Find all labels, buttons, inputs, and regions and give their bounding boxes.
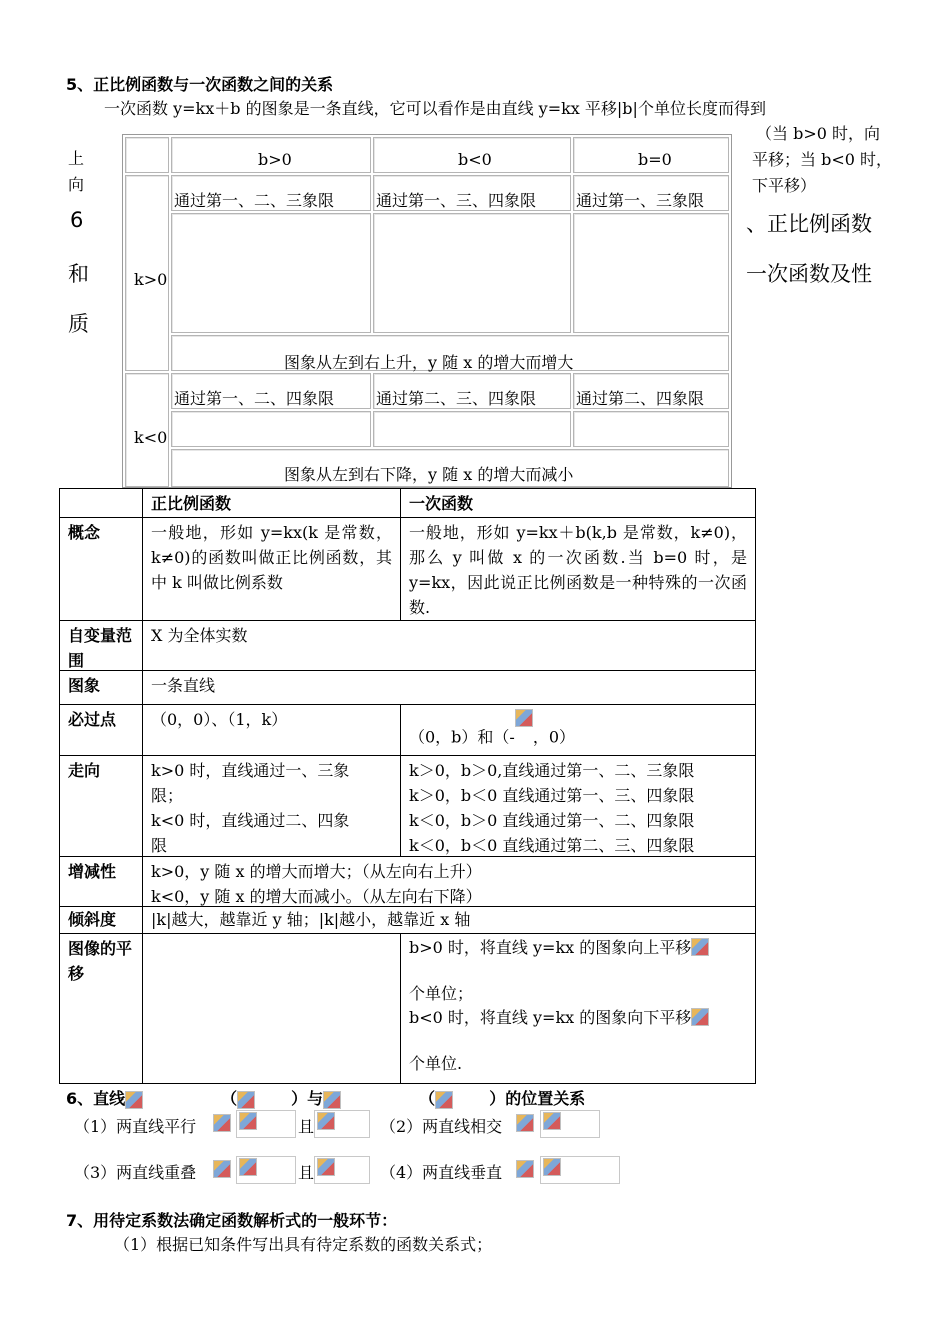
- coincide-cond1-image-icon: [239, 1158, 257, 1176]
- point-linear: （0，b）和（- ，0）: [400, 704, 756, 756]
- slope-value: |k|越大，越靠近 y 轴；|k|越小，越靠近 x 轴: [142, 906, 756, 934]
- table1-k-pos-label: k>0: [125, 175, 169, 371]
- row-label-graph: 图象: [59, 670, 143, 705]
- shift-up-image-icon: [691, 938, 709, 956]
- row-label-concept: 概念: [59, 517, 143, 621]
- concept-direct: 一般地，形如 y=kx(k 是常数，k≠0)的函数叫做正比例函数，其中 k 叫做比例系数: [142, 517, 401, 621]
- right-fragment-1: 、正比例函数: [746, 212, 872, 236]
- left-fragment-5: 质: [68, 312, 89, 336]
- translate-direct: [142, 933, 401, 1084]
- function-comparison-table: [59, 488, 756, 1084]
- left-fragment-4: 和: [68, 262, 89, 286]
- parallel-cond2-image-icon: [317, 1112, 335, 1130]
- left-fragment-2: 向: [68, 175, 85, 194]
- parallel-cond1-box: [236, 1110, 296, 1138]
- intersect-cond-icon: [516, 1114, 534, 1132]
- table1-k-pos-b-pos: 通过第一、二、三象限: [171, 175, 371, 211]
- section7-step1: （1）根据已知条件写出具有待定系数的函数关系式；: [114, 1235, 493, 1254]
- row-label-direction: 走向: [59, 755, 143, 857]
- table1-k-pos-graph-3: [573, 213, 729, 333]
- table1-corner: [125, 137, 169, 173]
- perpendicular-label: （4）两直线垂直: [380, 1163, 503, 1182]
- table1-header-b-pos: b>0: [171, 137, 371, 173]
- perpendicular-cond-box: [540, 1156, 620, 1184]
- coincide-label: （3）两直线重叠: [74, 1163, 197, 1182]
- formula-image-icon: [515, 709, 533, 727]
- parallel-cond1-icon: [213, 1114, 231, 1132]
- coincide-cond2-box: [314, 1156, 370, 1184]
- table2-col-linear: 一次函数: [400, 488, 756, 518]
- direction-direct: k>0 时，直线通过一、三象 限； k<0 时，直线通过二、四象 限: [142, 755, 401, 857]
- perpendicular-cond-icon: [516, 1160, 534, 1178]
- direction-linear: k＞0，b＞0,直线通过第一、二、三象限 k＞0，b＜0 直线通过第一、三、四象限 k＜0，b＞0 直线通过第一、二、四象限 k＜0，b＜0 直线通过第二、三、四象限: [400, 755, 756, 857]
- table1-header-b-neg: b<0: [373, 137, 571, 173]
- graph-value: 一条直线: [142, 670, 756, 705]
- coincide-joiner: 且: [298, 1163, 315, 1182]
- table1-k-pos-b-zero: 通过第一、三象限: [573, 175, 729, 211]
- domain-value: X 为全体实数: [142, 620, 756, 671]
- parallel-label: （1）两直线平行: [74, 1117, 197, 1136]
- left-fragment-1: 上: [68, 149, 85, 168]
- coincide-cond1-box: [236, 1156, 296, 1184]
- table1-k-neg-b-zero: 通过第二、四象限: [573, 373, 729, 409]
- line2-params-image-icon: [435, 1091, 453, 1109]
- table1-k-pos-graph-2: [373, 213, 571, 333]
- translate-linear: b>0 时，将直线 y=kx 的图象向上平移 个单位； b<0 时，将直线 y=kx 的图象向下平移 个单位.: [400, 933, 756, 1084]
- table1-header-b-zero: b=0: [573, 137, 729, 173]
- table2-corner: [59, 488, 143, 518]
- parallel-cond1-image-icon: [239, 1112, 257, 1130]
- table1-k-pos-graph-1: [171, 213, 371, 333]
- row-label-slope: 倾斜度: [59, 906, 143, 934]
- section5-heading: 5、正比例函数与一次函数之间的关系: [66, 75, 334, 94]
- table1-k-neg-summary: 图象从左到右下降，y 随 x 的增大而减小: [171, 449, 729, 487]
- intersect-label: （2）两直线相交: [380, 1117, 503, 1136]
- section5-right-note: （当 b>0 时，向 平移；当 b<0 时， 下平移）: [752, 124, 893, 195]
- perpendicular-cond-image-icon: [543, 1158, 561, 1176]
- intersect-cond-image-icon: [543, 1112, 561, 1130]
- row-label-point: 必过点: [59, 704, 143, 756]
- shift-down-image-icon: [691, 1008, 709, 1026]
- table1-k-neg-graph-3: [573, 411, 729, 447]
- parallel-joiner: 且: [298, 1117, 315, 1136]
- row-label-translate: 图像的平移: [59, 933, 143, 1084]
- line2-image-icon: [323, 1091, 341, 1109]
- row-label-domain: 自变量范围: [59, 620, 143, 671]
- parallel-cond2-box: [314, 1110, 370, 1138]
- line1-image-icon: [125, 1091, 143, 1109]
- concept-linear: 一般地，形如 y=kx＋b(k,b 是常数，k≠0)，那么 y 叫做 x 的一次函数.当 b=0 时，是 y=kx，因此说正比例函数是一种特殊的一次函数.: [400, 517, 756, 621]
- section7-heading: 7、用待定系数法确定函数解析式的一般环节：: [66, 1211, 398, 1230]
- point-direct: （0，0）、（1，k）: [142, 704, 401, 756]
- table1-k-neg-b-neg: 通过第二、三、四象限: [373, 373, 571, 409]
- section6-heading: 6、直线 （ ）与 （ ）的位置关系: [66, 1089, 586, 1108]
- left-fragment-3: 6: [70, 208, 84, 232]
- intersect-cond-box: [540, 1110, 600, 1138]
- table1-k-neg-b-pos: 通过第一、二、四象限: [171, 373, 371, 409]
- row-label-monotonic: 增减性: [59, 856, 143, 907]
- table2-col-direct: 正比例函数: [142, 488, 401, 518]
- coincide-cond1-icon: [213, 1160, 231, 1178]
- section5-line1: 一次函数 y=kx＋b 的图象是一条直线，它可以看作是由直线 y=kx 平移|b|个单位长度而得到: [104, 99, 766, 118]
- table1-k-pos-b-neg: 通过第一、三、四象限: [373, 175, 571, 211]
- table1-k-neg-graph-2: [373, 411, 571, 447]
- line1-params-image-icon: [237, 1091, 255, 1109]
- monotonic-value: k>0，y 随 x 的增大而增大；（从左向右上升） k<0，y 随 x 的增大而减小。（从左向右下降）: [142, 856, 756, 907]
- right-fragment-2: 一次函数及性: [746, 262, 872, 286]
- table1-k-pos-summary: 图象从左到右上升，y 随 x 的增大而增大: [171, 335, 729, 371]
- k-b-quadrant-table: [122, 134, 732, 488]
- table1-k-neg-graph-1: [171, 411, 371, 447]
- coincide-cond2-image-icon: [317, 1158, 335, 1176]
- table1-k-neg-label: k<0: [125, 373, 169, 487]
